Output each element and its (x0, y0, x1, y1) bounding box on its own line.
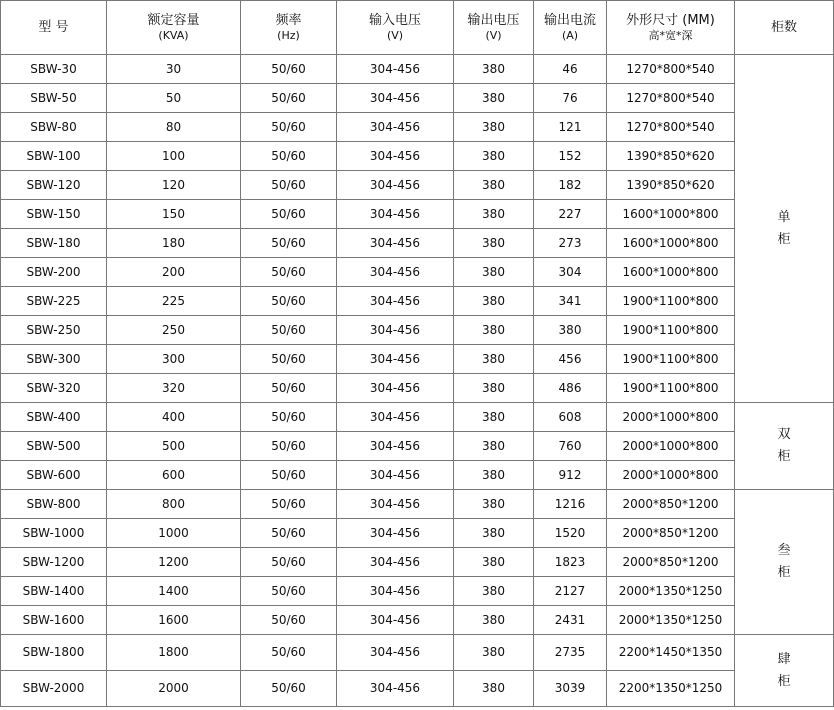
input-voltage-cell: 304-456 (337, 374, 454, 403)
input-voltage-cell: 304-456 (337, 461, 454, 490)
output-current-cell: 46 (534, 55, 607, 84)
output-voltage-cell: 380 (454, 461, 534, 490)
capacity-cell: 1800 (107, 635, 241, 671)
cabinet-count-cell (735, 635, 834, 707)
frequency-cell: 50/60 (241, 606, 337, 635)
table-row (1, 55, 834, 84)
output-voltage-cell: 380 (454, 171, 534, 200)
output-voltage-cell: 380 (454, 229, 534, 258)
frequency-cell: 50/60 (241, 287, 337, 316)
input-voltage-cell: 304-456 (337, 287, 454, 316)
input-voltage-cell: 304-456 (337, 606, 454, 635)
capacity-cell: 2000 (107, 671, 241, 707)
model-cell: SBW-400 (1, 403, 107, 432)
output-voltage-cell: 380 (454, 200, 534, 229)
output-current-cell: 152 (534, 142, 607, 171)
frequency-cell: 50/60 (241, 461, 337, 490)
output-voltage-cell: 380 (454, 55, 534, 84)
capacity-cell: 800 (107, 490, 241, 519)
model-cell: SBW-250 (1, 316, 107, 345)
frequency-cell: 50/60 (241, 113, 337, 142)
output-current-cell: 912 (534, 461, 607, 490)
frequency-cell: 50/60 (241, 548, 337, 577)
frequency-cell: 50/60 (241, 490, 337, 519)
input-voltage-cell: 304-456 (337, 258, 454, 287)
input-voltage-cell: 304-456 (337, 635, 454, 671)
model-cell: SBW-180 (1, 229, 107, 258)
model-cell: SBW-150 (1, 200, 107, 229)
capacity-cell: 120 (107, 171, 241, 200)
output-current-cell: 227 (534, 200, 607, 229)
capacity-cell: 1000 (107, 519, 241, 548)
output-current-cell: 304 (534, 258, 607, 287)
input-voltage-cell: 304-456 (337, 548, 454, 577)
cabinet-count-number: 叁 (777, 543, 791, 558)
cabinet-count-cell (735, 403, 834, 490)
table-row (1, 258, 834, 287)
output-current-cell: 608 (534, 403, 607, 432)
model-cell: SBW-600 (1, 461, 107, 490)
output-voltage-cell: 380 (454, 635, 534, 671)
output-voltage-cell: 380 (454, 287, 534, 316)
header-output-voltage: 输出电压 (V) (454, 1, 534, 55)
table-row (1, 490, 834, 519)
model-cell: SBW-120 (1, 171, 107, 200)
cabinet-count-cell (735, 55, 834, 403)
dimensions-cell: 2200*1350*1250 (607, 671, 735, 707)
output-current-cell: 2127 (534, 577, 607, 606)
capacity-cell: 50 (107, 84, 241, 113)
cabinet-count-cell (735, 490, 834, 635)
dimensions-cell: 1270*800*540 (607, 55, 735, 84)
capacity-cell: 100 (107, 142, 241, 171)
dimensions-cell: 2000*1000*800 (607, 403, 735, 432)
header-frequency: 频率 (Hz) (241, 1, 337, 55)
input-voltage-cell: 304-456 (337, 200, 454, 229)
cabinet-count-number: 肆 (777, 651, 791, 667)
capacity-cell: 30 (107, 55, 241, 84)
output-voltage-cell: 380 (454, 577, 534, 606)
input-voltage-cell: 304-456 (337, 113, 454, 142)
output-voltage-cell: 380 (454, 490, 534, 519)
cabinet-count-number: 单 (777, 209, 791, 225)
capacity-cell: 320 (107, 374, 241, 403)
output-current-cell: 3039 (534, 671, 607, 707)
dimensions-cell: 1390*850*620 (607, 171, 735, 200)
header-cabinets: 柜数 (735, 1, 834, 55)
dimensions-cell: 1900*1100*800 (607, 374, 735, 403)
output-voltage-cell: 380 (454, 671, 534, 707)
table-row (1, 142, 834, 171)
output-voltage-cell: 380 (454, 345, 534, 374)
frequency-cell: 50/60 (241, 577, 337, 606)
model-cell: SBW-225 (1, 287, 107, 316)
output-voltage-cell: 380 (454, 84, 534, 113)
dimensions-cell: 1900*1100*800 (607, 287, 735, 316)
cabinet-count-unit: 柜 (777, 673, 791, 689)
capacity-cell: 225 (107, 287, 241, 316)
output-current-cell: 341 (534, 287, 607, 316)
table-row (1, 606, 834, 635)
model-cell: SBW-1800 (1, 635, 107, 671)
capacity-cell: 180 (107, 229, 241, 258)
frequency-cell: 50/60 (241, 635, 337, 671)
dimensions-cell: 1600*1000*800 (607, 258, 735, 287)
model-cell: SBW-50 (1, 84, 107, 113)
cabinet-count-unit: 柜 (777, 565, 791, 580)
table-row (1, 84, 834, 113)
table-row (1, 229, 834, 258)
dimensions-cell: 2000*850*1200 (607, 519, 735, 548)
model-cell: SBW-200 (1, 258, 107, 287)
frequency-cell: 50/60 (241, 229, 337, 258)
dimensions-cell: 2000*1000*800 (607, 432, 735, 461)
output-current-cell: 182 (534, 171, 607, 200)
output-voltage-cell: 380 (454, 316, 534, 345)
dimensions-cell: 1270*800*540 (607, 113, 735, 142)
capacity-cell: 300 (107, 345, 241, 374)
input-voltage-cell: 304-456 (337, 432, 454, 461)
input-voltage-cell: 304-456 (337, 671, 454, 707)
output-voltage-cell: 380 (454, 403, 534, 432)
output-current-cell: 2735 (534, 635, 607, 671)
output-voltage-cell: 380 (454, 258, 534, 287)
output-voltage-cell: 380 (454, 374, 534, 403)
header-input-voltage: 输入电压 (V) (337, 1, 454, 55)
model-cell: SBW-1400 (1, 577, 107, 606)
model-cell: SBW-30 (1, 55, 107, 84)
capacity-cell: 80 (107, 113, 241, 142)
input-voltage-cell: 304-456 (337, 345, 454, 374)
model-cell: SBW-80 (1, 113, 107, 142)
frequency-cell: 50/60 (241, 84, 337, 113)
output-current-cell: 273 (534, 229, 607, 258)
table-row (1, 171, 834, 200)
output-voltage-cell: 380 (454, 432, 534, 461)
frequency-cell: 50/60 (241, 55, 337, 84)
frequency-cell: 50/60 (241, 403, 337, 432)
frequency-cell: 50/60 (241, 258, 337, 287)
output-current-cell: 456 (534, 345, 607, 374)
dimensions-cell: 1900*1100*800 (607, 316, 735, 345)
input-voltage-cell: 304-456 (337, 84, 454, 113)
capacity-cell: 400 (107, 403, 241, 432)
output-current-cell: 121 (534, 113, 607, 142)
output-voltage-cell: 380 (454, 606, 534, 635)
table-row (1, 200, 834, 229)
dimensions-cell: 2000*1350*1250 (607, 577, 735, 606)
table-row (1, 374, 834, 403)
table-body (1, 55, 834, 707)
frequency-cell: 50/60 (241, 345, 337, 374)
frequency-cell: 50/60 (241, 432, 337, 461)
frequency-cell: 50/60 (241, 316, 337, 345)
input-voltage-cell: 304-456 (337, 171, 454, 200)
model-cell: SBW-1600 (1, 606, 107, 635)
input-voltage-cell: 304-456 (337, 142, 454, 171)
dimensions-cell: 2000*1000*800 (607, 461, 735, 490)
input-voltage-cell: 304-456 (337, 403, 454, 432)
output-current-cell: 1520 (534, 519, 607, 548)
dimensions-cell: 2000*850*1200 (607, 490, 735, 519)
input-voltage-cell: 304-456 (337, 577, 454, 606)
capacity-cell: 150 (107, 200, 241, 229)
output-current-cell: 2431 (534, 606, 607, 635)
input-voltage-cell: 304-456 (337, 229, 454, 258)
dimensions-cell: 1270*800*540 (607, 84, 735, 113)
output-current-cell: 1823 (534, 548, 607, 577)
output-voltage-cell: 380 (454, 519, 534, 548)
header-row (1, 1, 834, 55)
frequency-cell: 50/60 (241, 519, 337, 548)
header-capacity: 额定容量 (KVA) (107, 1, 241, 55)
output-current-cell: 76 (534, 84, 607, 113)
model-cell: SBW-500 (1, 432, 107, 461)
output-voltage-cell: 380 (454, 548, 534, 577)
dimensions-cell: 2000*850*1200 (607, 548, 735, 577)
header-dimensions: 外形尺寸 (MM) 高*宽*深 (607, 1, 735, 55)
dimensions-cell: 2200*1450*1350 (607, 635, 735, 671)
table-row (1, 403, 834, 432)
output-current-cell: 380 (534, 316, 607, 345)
table-row (1, 671, 834, 707)
header-model: 型 号 (1, 1, 107, 55)
output-current-cell: 760 (534, 432, 607, 461)
table-row (1, 316, 834, 345)
output-voltage-cell: 380 (454, 113, 534, 142)
model-cell: SBW-800 (1, 490, 107, 519)
model-cell: SBW-2000 (1, 671, 107, 707)
model-cell: SBW-320 (1, 374, 107, 403)
table-row (1, 461, 834, 490)
capacity-cell: 200 (107, 258, 241, 287)
dimensions-cell: 1600*1000*800 (607, 200, 735, 229)
frequency-cell: 50/60 (241, 200, 337, 229)
frequency-cell: 50/60 (241, 171, 337, 200)
model-cell: SBW-1200 (1, 548, 107, 577)
input-voltage-cell: 304-456 (337, 55, 454, 84)
table-row (1, 635, 834, 671)
frequency-cell: 50/60 (241, 671, 337, 707)
table-row (1, 519, 834, 548)
table-row (1, 548, 834, 577)
capacity-cell: 1200 (107, 548, 241, 577)
dimensions-cell: 1600*1000*800 (607, 229, 735, 258)
header-output-current: 输出电流 (A) (534, 1, 607, 55)
input-voltage-cell: 304-456 (337, 519, 454, 548)
dimensions-cell: 1900*1100*800 (607, 345, 735, 374)
capacity-cell: 500 (107, 432, 241, 461)
capacity-cell: 600 (107, 461, 241, 490)
table-row (1, 113, 834, 142)
table-row (1, 577, 834, 606)
input-voltage-cell: 304-456 (337, 316, 454, 345)
cabinet-count-number: 双 (777, 427, 791, 442)
table-row (1, 432, 834, 461)
model-cell: SBW-100 (1, 142, 107, 171)
capacity-cell: 250 (107, 316, 241, 345)
output-voltage-cell: 380 (454, 142, 534, 171)
table-row (1, 287, 834, 316)
frequency-cell: 50/60 (241, 142, 337, 171)
capacity-cell: 1400 (107, 577, 241, 606)
cabinet-count-unit: 柜 (777, 449, 791, 464)
model-cell: SBW-300 (1, 345, 107, 374)
dimensions-cell: 2000*1350*1250 (607, 606, 735, 635)
output-current-cell: 1216 (534, 490, 607, 519)
cabinet-count-unit: 柜 (777, 231, 791, 247)
input-voltage-cell: 304-456 (337, 490, 454, 519)
frequency-cell: 50/60 (241, 374, 337, 403)
capacity-cell: 1600 (107, 606, 241, 635)
output-current-cell: 486 (534, 374, 607, 403)
dimensions-cell: 1390*850*620 (607, 142, 735, 171)
table-row (1, 345, 834, 374)
model-cell: SBW-1000 (1, 519, 107, 548)
